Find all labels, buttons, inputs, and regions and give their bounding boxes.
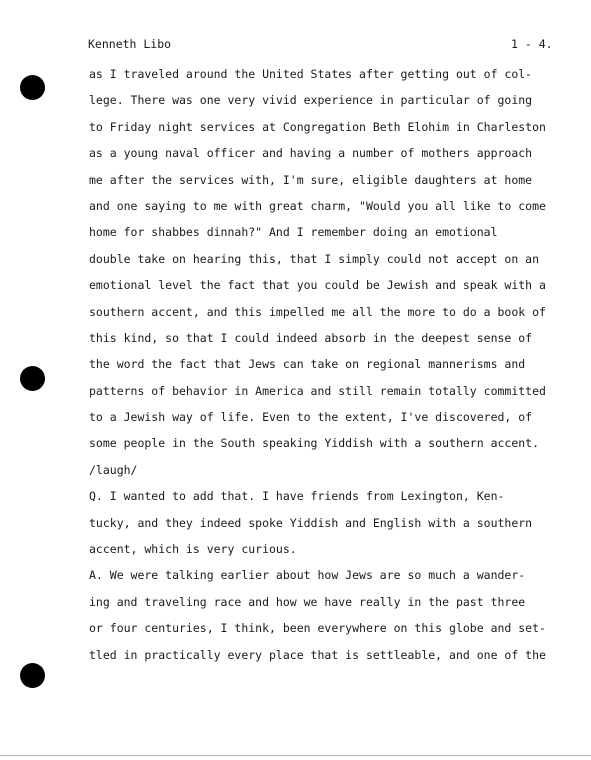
text-line: patterns of behavior in America and still remain totally committed <box>89 383 546 398</box>
text-line: me after the services with, I'm sure, eligible daughters at home <box>89 172 533 187</box>
text-line: and one saying to me with great charm, "Would you all like to come <box>89 198 546 213</box>
text-line: emotional level the fact that you could be Jewish and speak with a <box>89 278 546 293</box>
binder-hole <box>20 663 45 688</box>
text-line: A. We were talking earlier about how Jews are so much a wander- <box>89 568 526 583</box>
binder-hole <box>20 366 45 391</box>
text-line: or four centuries, I think, been everywhere on this globe and set- <box>89 621 546 636</box>
text-line: this kind, so that I could indeed absorb in the deepest sense of <box>89 330 533 345</box>
text-line: as a young naval officer and having a number of mothers approach <box>89 146 533 161</box>
text-line: some people in the South speaking Yiddish with a southern accent. <box>89 436 540 451</box>
text-line: southern accent, and this impelled me all the more to do a book of <box>89 304 546 319</box>
interviewee-name: Kenneth Libo <box>88 37 172 51</box>
text-line: ing and traveling race and how we have really in the past three <box>89 594 526 609</box>
text-line: double take on hearing this, that I simply could not accept on an <box>89 251 540 266</box>
text-line: tucky, and they indeed spoke Yiddish and English with a southern <box>89 515 533 530</box>
text-line: Q. I wanted to add that. I have friends from Lexington, Ken- <box>89 489 505 504</box>
transcript-body <box>89 66 559 673</box>
text-line: to Friday night services at Congregation Beth Elohim in Charleston <box>89 119 546 134</box>
page-bottom-edge <box>0 755 591 756</box>
binder-hole <box>20 75 45 100</box>
text-line: accent, which is very curious. <box>89 542 297 557</box>
text-line: as I traveled around the United States after getting out of col- <box>89 67 533 81</box>
text-line: home for shabbes dinnah?" And I remember doing an emotional <box>89 225 498 240</box>
text-line: to a Jewish way of life. Even to the extent, I've discovered, of <box>89 410 533 425</box>
text-line: lege. There was one very vivid experience in particular of going <box>89 93 533 108</box>
page-number: 1 - 4. <box>511 37 553 51</box>
text-line: /laugh/ <box>89 462 138 477</box>
text-line: tled in practically every place that is settleable, and one of the <box>89 647 546 662</box>
text-line: the word the fact that Jews can take on regional mannerisms and <box>89 357 526 372</box>
